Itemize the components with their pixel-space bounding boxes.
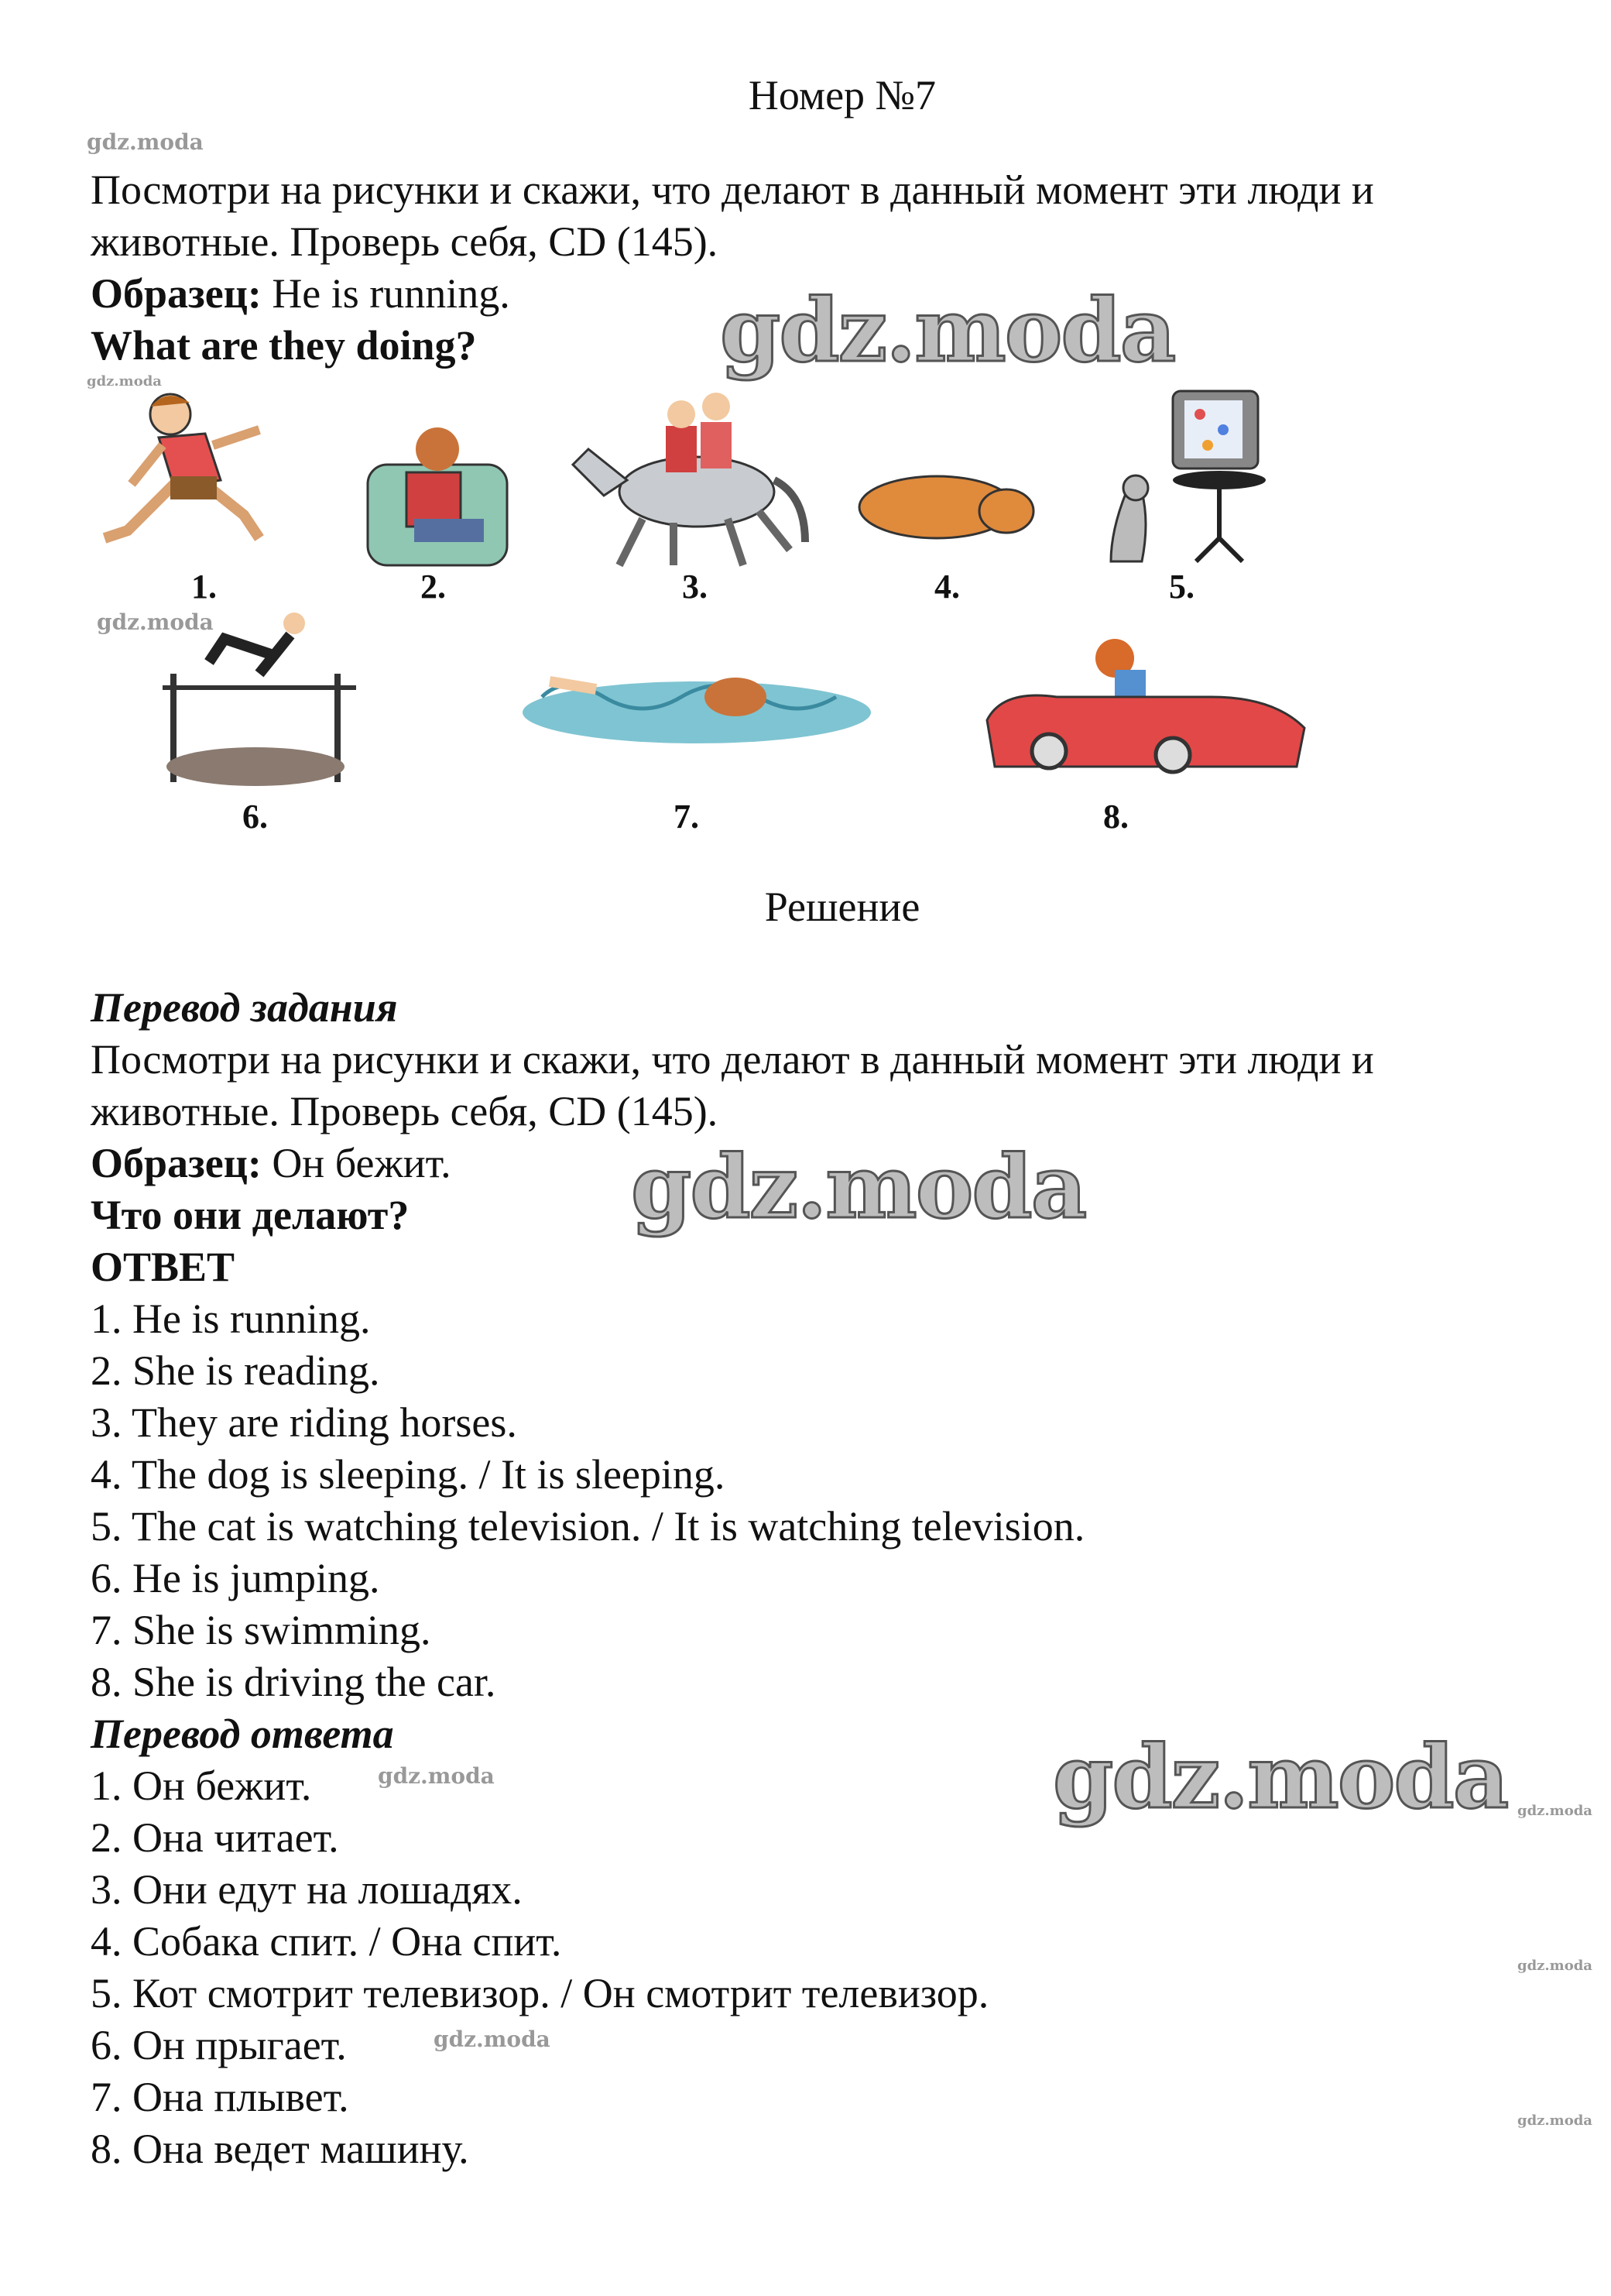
answer-translation-item: 5. Кот смотрит телевизор. / Он смотрит телевизор. (91, 1970, 989, 2016)
sleeping-dog-icon (852, 457, 1037, 542)
watermark-tiny: gdz.moda (87, 373, 162, 390)
answer-item: 2. She is reading. (91, 1347, 380, 1394)
answer-translation-item: 3. Они едут на лошадях. (91, 1866, 523, 1913)
translation-line: животные. Проверь себя, CD (145). (91, 1088, 718, 1134)
answer-item: 8. She is driving the car. (91, 1659, 496, 1705)
answer-item: 7. She is swimming. (91, 1607, 431, 1653)
answer-item: 4. The dog is sleeping. / It is sleeping. (91, 1451, 725, 1498)
answer-translation-item: 2. Она читает. (91, 1814, 339, 1861)
picture-number: 1. (191, 568, 217, 606)
answer-item: 1. He is running. (91, 1296, 371, 1342)
watermark-small: gdz.moda (87, 129, 204, 155)
watermark-small: gdz.moda (434, 2027, 550, 2052)
kids-riding-horse-icon (565, 379, 813, 573)
answer-item: 6. He is jumping. (91, 1555, 380, 1601)
watermark-tiny: gdz.moda (1517, 2112, 1592, 2129)
translation-line: Посмотри на рисунки и скажи, что делают в данный момент эти люди и (91, 1036, 1374, 1083)
picture-number: 7. (674, 798, 699, 836)
answer-translation-item: 6. Он прыгает. (91, 2022, 347, 2068)
answer-translation-item: 1. Он бежит. (91, 1762, 312, 1809)
cat-watching-tv-icon (1080, 383, 1281, 577)
watermark: gdz.moda (1053, 1727, 1508, 1828)
picture-number: 3. (682, 568, 708, 606)
woman-driving-car-icon (979, 627, 1320, 782)
picture-number: 4. (934, 568, 960, 606)
question: What are they doing? (91, 322, 477, 369)
task-line: Посмотри на рисунки и скажи, что делают в данный момент эти люди и (91, 166, 1374, 213)
page-title: Номер №7 (748, 72, 937, 118)
picture-number: 6. (242, 798, 268, 836)
picture-number: 8. (1103, 798, 1129, 836)
example-text: He is running. (261, 270, 510, 317)
watermark-small: gdz.moda (97, 609, 214, 635)
running-boy-icon (97, 383, 298, 573)
watermark: gdz.moda (631, 1137, 1086, 1238)
answer-translation-item: 4. Собака спит. / Она спит. (91, 1918, 562, 1965)
answer-translation-item: 8. Она ведет машину. (91, 2126, 469, 2172)
translation-heading: Перевод задания (91, 984, 398, 1031)
boy-high-jump-icon (155, 608, 364, 798)
solution-heading: Решение (764, 884, 920, 930)
answer-heading: ОТВЕТ (91, 1244, 235, 1290)
example-label: Образец: (91, 270, 262, 317)
answer-translation-item: 7. Она плывет. (91, 2074, 349, 2120)
translation-question: Что они делают? (91, 1192, 410, 1238)
task-line: животные. Проверь себя, CD (145). (91, 218, 718, 265)
example-text: Он бежит. (261, 1140, 451, 1186)
watermark: gdz.moda (720, 280, 1175, 382)
watermark-tiny: gdz.moda (1517, 1958, 1592, 1974)
girl-swimming-icon (519, 650, 875, 759)
answer-item: 5. The cat is watching television. / It is watching television. (91, 1503, 1085, 1550)
girl-reading-icon (360, 418, 515, 573)
answer-translation-heading: Перевод ответа (91, 1711, 394, 1757)
answer-item: 3. They are riding horses. (91, 1399, 517, 1446)
example-label: Образец: (91, 1140, 262, 1186)
picture-number: 2. (420, 568, 446, 606)
picture-number: 5. (1169, 568, 1195, 606)
watermark-tiny: gdz.moda (1517, 1803, 1592, 1819)
watermark-small: gdz.moda (378, 1763, 495, 1789)
